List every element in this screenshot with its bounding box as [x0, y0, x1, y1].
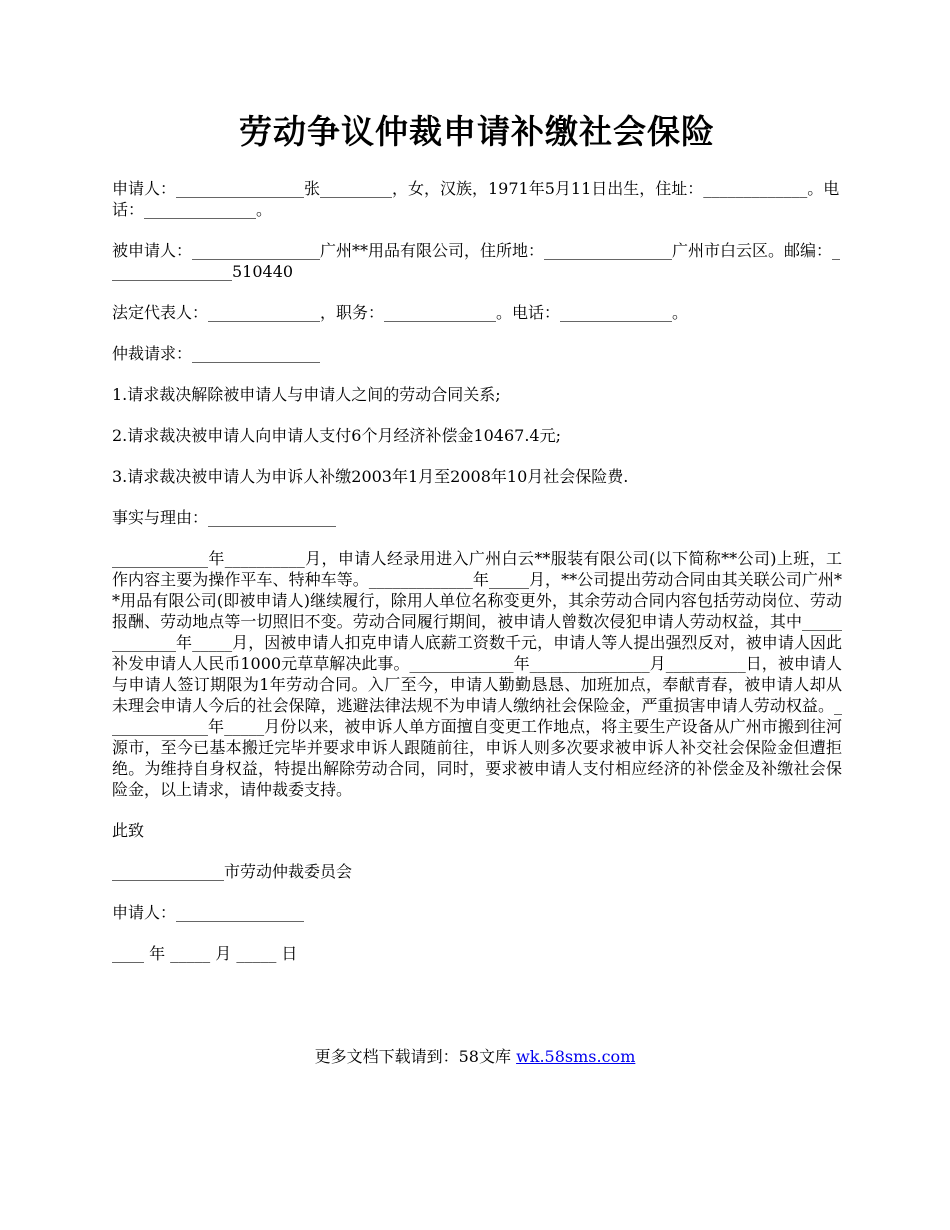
footer	[0, 1046, 950, 1067]
footer-link[interactable]: wk.58sms.com	[516, 1047, 636, 1066]
signature-date: ____ 年 _____ 月 _____ 日	[112, 943, 298, 963]
facts-and-reasons-body: ____________年__________月，申请人经录用进入广州白云**服装有限公司(以下简称**公司)上班，工作内容主要为操作平车、特种车等。_____________年_____月，**公司提出劳动合同由其关联公司广州**用品有限公司(即被申请人)继续履行，除用人单位名称变更外，其余劳动合同内容包括劳动岗位、劳动报酬、劳动地点等一切照旧不变。劳动合同履行期间，被申请人曾数次侵犯申请人劳动权益，其中_____________年_____月，因被申请人扣克申请人底薪工资数千元，申请人等人提出强烈反对，被申请人因此补发申请人人民币1000元草草解决此事。_____________年_______________月__________日，被申请人与申请人签订期限为1年劳动合同。入厂至今，申请人勤勤恳恳、加班加点，奉献青春，被申请人却从未理会申请人今后的社会保障，逃避法律法规不为申请人缴纳社会保险金，严重损害申请人劳动权益。_____________年_____月份以来，被申诉人单方面擅自变更工作地点，将主要生产设备从广州市搬到往河源市，至今已基本搬迁完毕并要求申诉人跟随前往，申诉人则多次要求被申诉人补交社会保险金但遭拒绝。为维持自身权益，特提出解除劳动合同，同时，要求被申请人支付相应经济的补偿金及补缴社会保险金，以上请求，请仲裁委支持。	[112, 548, 842, 799]
facts-and-reasons-heading: 事实与理由：________________	[112, 507, 337, 527]
request-item-3: 3.请求裁决被申请人为申诉人补缴2003年1月至2008年10月社会保险费.	[112, 466, 629, 486]
request-item-2: 2.请求裁决被申请人向申请人支付6个月经济补偿金10467.4元;	[112, 425, 562, 445]
document-page	[112, 112, 842, 984]
document-title: 劳动争议仲裁申请补缴社会保险	[239, 112, 715, 151]
applicant-info: 申请人：________________张_________，女，汉族，1971年5月11日出生，住址：_____________。电话：______________。	[112, 178, 840, 219]
respondent-info: 被申请人：________________广州**用品有限公司，住所地：________________广州市白云区。邮编：________________510440	[112, 240, 841, 281]
salutation: 此致	[112, 820, 145, 840]
arbitration-request-heading: 仲裁请求：________________	[112, 343, 321, 363]
signature-applicant: 申请人：________________	[112, 902, 305, 922]
recipient-committee: ______________市劳动仲裁委员会	[112, 861, 353, 881]
footer-text: 更多文档下载请到：58文库	[314, 1047, 517, 1066]
request-item-1: 1.请求裁决解除被申请人与申请人之间的劳动合同关系;	[112, 384, 501, 404]
legal-representative-info: 法定代表人：______________，职务：______________。电话：______________。	[112, 302, 689, 322]
